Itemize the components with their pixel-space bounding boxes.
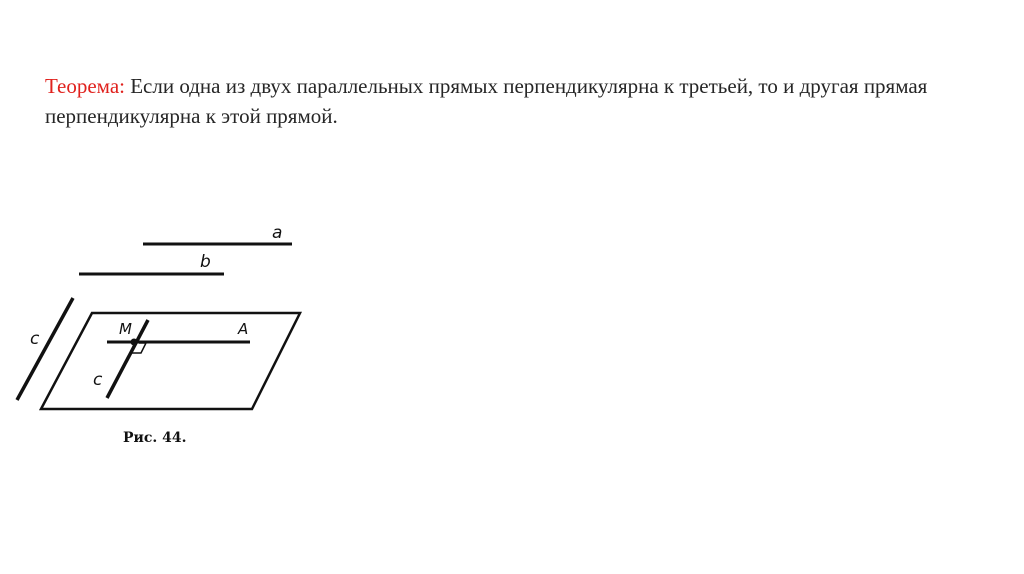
plane bbox=[41, 313, 300, 409]
line-c-outer bbox=[17, 298, 73, 400]
theorem-body: Если одна из двух параллельных прямых перпендикулярна к третьей, то и другая прямая перпендикулярна к этой прямой. bbox=[45, 74, 928, 128]
label-c-outer: c bbox=[30, 329, 40, 349]
figure-caption: Рис. 44. bbox=[123, 430, 187, 446]
point-m bbox=[131, 339, 138, 346]
label-b: b bbox=[200, 252, 211, 272]
label-a-upper: A bbox=[238, 320, 249, 338]
label-m: M bbox=[119, 320, 132, 338]
theorem-text bbox=[45, 71, 990, 131]
label-a: a bbox=[272, 223, 283, 243]
label-c-inner: c bbox=[93, 370, 103, 390]
theorem-term: Теорема: bbox=[45, 74, 125, 98]
